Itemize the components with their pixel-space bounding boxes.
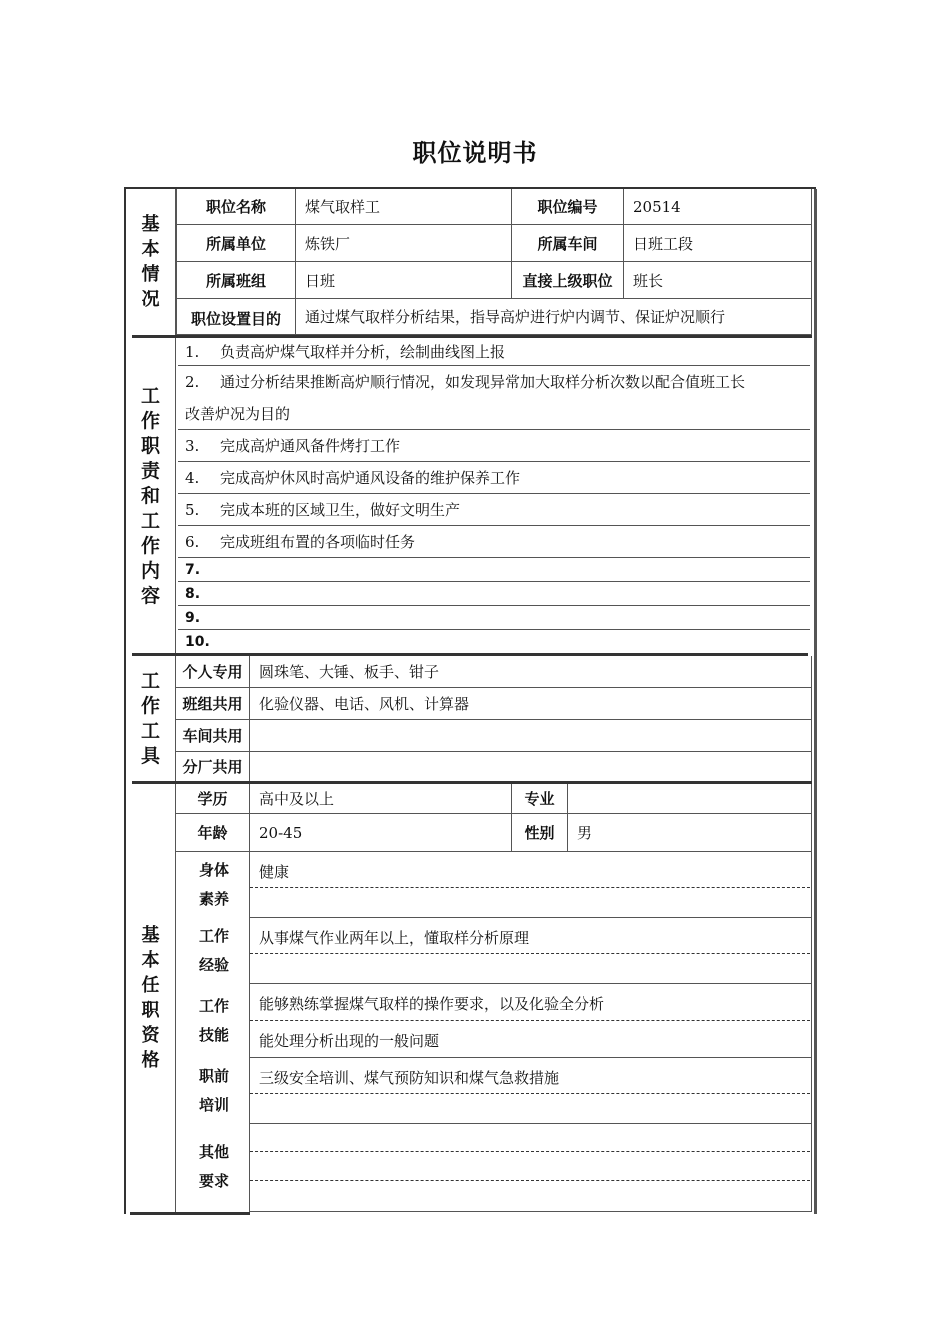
dashed-line bbox=[250, 1020, 810, 1021]
section-char: 内 bbox=[140, 559, 160, 582]
tool-value: 圆珠笔、大锤、板手、钳子 bbox=[250, 656, 812, 688]
section-char: 容 bbox=[140, 584, 160, 607]
education-label: 学历 bbox=[176, 784, 250, 814]
section-char: 责 bbox=[140, 459, 160, 482]
workshop-value: 日班工段 bbox=[624, 225, 812, 262]
position-name-label: 职位名称 bbox=[176, 189, 296, 225]
dashed-line bbox=[250, 1180, 810, 1181]
duty-number: 6. bbox=[185, 532, 200, 551]
experience-value: 从事煤气作业两年以上，懂取样分析原理 bbox=[259, 929, 530, 947]
dashed-line bbox=[250, 953, 810, 954]
duty-number: 2. bbox=[185, 372, 200, 391]
section-char: 本 bbox=[141, 239, 160, 260]
duty-number: 1. bbox=[185, 342, 200, 361]
label-line: 工作 bbox=[198, 997, 229, 1015]
health-label bbox=[178, 856, 250, 914]
section-char: 职 bbox=[140, 434, 160, 457]
row-divider bbox=[250, 917, 812, 918]
duty-number: 10. bbox=[185, 634, 210, 650]
section-char: 和 bbox=[140, 484, 160, 507]
duty-row bbox=[178, 430, 810, 462]
training-label bbox=[178, 1062, 250, 1120]
duty-row bbox=[178, 494, 810, 526]
position-no-label: 职位编号 bbox=[512, 189, 624, 225]
section-char: 格 bbox=[141, 1050, 160, 1071]
duty-row bbox=[178, 526, 810, 558]
section-tools bbox=[126, 656, 176, 782]
unit-label: 所属单位 bbox=[176, 225, 296, 262]
row-divider bbox=[250, 1057, 812, 1058]
tool-label: 车间共用 bbox=[176, 720, 250, 752]
duty-row bbox=[178, 558, 810, 582]
section-basic-info bbox=[126, 189, 176, 335]
section-char: 资 bbox=[141, 1025, 160, 1046]
duty-number: 9. bbox=[185, 609, 201, 626]
superior-value: 班长 bbox=[624, 262, 812, 299]
skills-value-1: 能够熟练掌握煤气取样的操作要求，以及化验全分析 bbox=[259, 995, 605, 1013]
skills-label bbox=[178, 992, 250, 1050]
row-divider bbox=[250, 983, 812, 984]
skills-value-2: 能处理分析出现的一般问题 bbox=[259, 1032, 440, 1050]
label-line: 身体 bbox=[198, 861, 229, 879]
duty-text: 完成高炉通风备件烤打工作 bbox=[220, 437, 401, 455]
section-duties bbox=[126, 338, 176, 654]
section-char: 工 bbox=[140, 720, 160, 742]
team-value: 日班 bbox=[296, 262, 512, 299]
frame-bottom bbox=[130, 1212, 250, 1215]
experience-label bbox=[178, 922, 250, 980]
gender-value: 男 bbox=[568, 814, 812, 852]
duty-text: 负责高炉煤气取样并分析，绘制曲线图上报 bbox=[220, 343, 506, 361]
duty-row bbox=[178, 630, 810, 654]
label-line: 技能 bbox=[198, 1026, 229, 1044]
superior-label: 直接上级职位 bbox=[512, 262, 624, 299]
section-char: 情 bbox=[141, 264, 160, 285]
other-label bbox=[178, 1138, 250, 1196]
purpose-value: 通过煤气取样分析结果，指导高炉进行炉内调节、保证炉况顺行 bbox=[296, 299, 812, 335]
label-line: 职前 bbox=[198, 1067, 229, 1085]
duty-row bbox=[178, 582, 810, 606]
label-line: 培训 bbox=[198, 1096, 229, 1114]
dashed-line bbox=[250, 1093, 810, 1094]
section-char: 工 bbox=[140, 670, 160, 692]
section-char: 工 bbox=[140, 509, 160, 532]
label-line: 其他 bbox=[198, 1143, 229, 1161]
section-char: 具 bbox=[140, 745, 160, 767]
section-char: 职 bbox=[141, 1000, 160, 1021]
tool-value: 化验仪器、电话、风机、计算器 bbox=[250, 688, 812, 720]
age-value: 20-45 bbox=[250, 814, 512, 852]
tool-label: 班组共用 bbox=[176, 688, 250, 720]
section-qualifications bbox=[126, 784, 176, 1212]
column-divider bbox=[811, 784, 812, 1212]
label-line: 要求 bbox=[198, 1172, 229, 1190]
duty-text-continued: 改善炉况为目的 bbox=[185, 404, 291, 423]
team-label: 所属班组 bbox=[176, 262, 296, 299]
label-line: 工作 bbox=[198, 927, 229, 945]
label-line: 素养 bbox=[198, 890, 229, 908]
major-value bbox=[568, 784, 812, 814]
duty-row bbox=[178, 366, 810, 430]
major-label: 专业 bbox=[512, 784, 568, 814]
frame-shadow bbox=[814, 189, 817, 1214]
duty-number: 4. bbox=[185, 468, 200, 487]
position-name-value: 煤气取样工 bbox=[296, 189, 512, 225]
duty-row bbox=[178, 462, 810, 494]
section-char: 任 bbox=[141, 975, 160, 996]
dashed-line bbox=[250, 1151, 810, 1152]
duty-number: 5. bbox=[185, 500, 200, 519]
age-label: 年龄 bbox=[176, 814, 250, 852]
section-char: 作 bbox=[140, 534, 160, 557]
section-char: 作 bbox=[140, 695, 160, 717]
section-char: 况 bbox=[141, 289, 160, 310]
duty-text: 完成高炉休风时高炉通风设备的维护保养工作 bbox=[220, 469, 521, 487]
duty-row bbox=[178, 338, 810, 366]
duty-number: 7. bbox=[185, 561, 201, 578]
section-char: 基 bbox=[141, 925, 160, 946]
duty-text: 通过分析结果推断高炉顺行情况，如发现异常加大取样分析次数以配合值班工长 bbox=[220, 372, 746, 391]
row-divider bbox=[250, 1211, 812, 1212]
section-char: 作 bbox=[140, 409, 160, 432]
tool-value bbox=[250, 752, 812, 782]
workshop-label: 所属车间 bbox=[512, 225, 624, 262]
health-value: 健康 bbox=[259, 863, 290, 881]
tool-value bbox=[250, 720, 812, 752]
tool-label: 分厂共用 bbox=[176, 752, 250, 782]
duty-text: 完成本班的区域卫生，做好文明生产 bbox=[220, 501, 461, 519]
label-line: 经验 bbox=[198, 956, 229, 974]
duty-text: 完成班组布置的各项临时任务 bbox=[220, 533, 416, 551]
section-char: 工 bbox=[140, 384, 160, 407]
duty-row bbox=[178, 606, 810, 630]
unit-value: 炼铁厂 bbox=[296, 225, 512, 262]
position-no-value: 20514 bbox=[624, 189, 812, 225]
duty-number: 3. bbox=[185, 436, 200, 455]
purpose-label: 职位设置目的 bbox=[176, 299, 296, 335]
section-char: 基 bbox=[141, 214, 160, 235]
section-char: 本 bbox=[141, 950, 160, 971]
page-title: 职位说明书 bbox=[412, 139, 538, 167]
tool-label: 个人专用 bbox=[176, 656, 250, 688]
gender-label: 性别 bbox=[512, 814, 568, 852]
training-value: 三级安全培训、煤气预防知识和煤气急救措施 bbox=[259, 1069, 560, 1087]
row-divider bbox=[250, 1123, 812, 1124]
education-value: 高中及以上 bbox=[250, 784, 512, 814]
duty-number: 8. bbox=[185, 585, 201, 602]
dashed-line bbox=[250, 887, 810, 888]
